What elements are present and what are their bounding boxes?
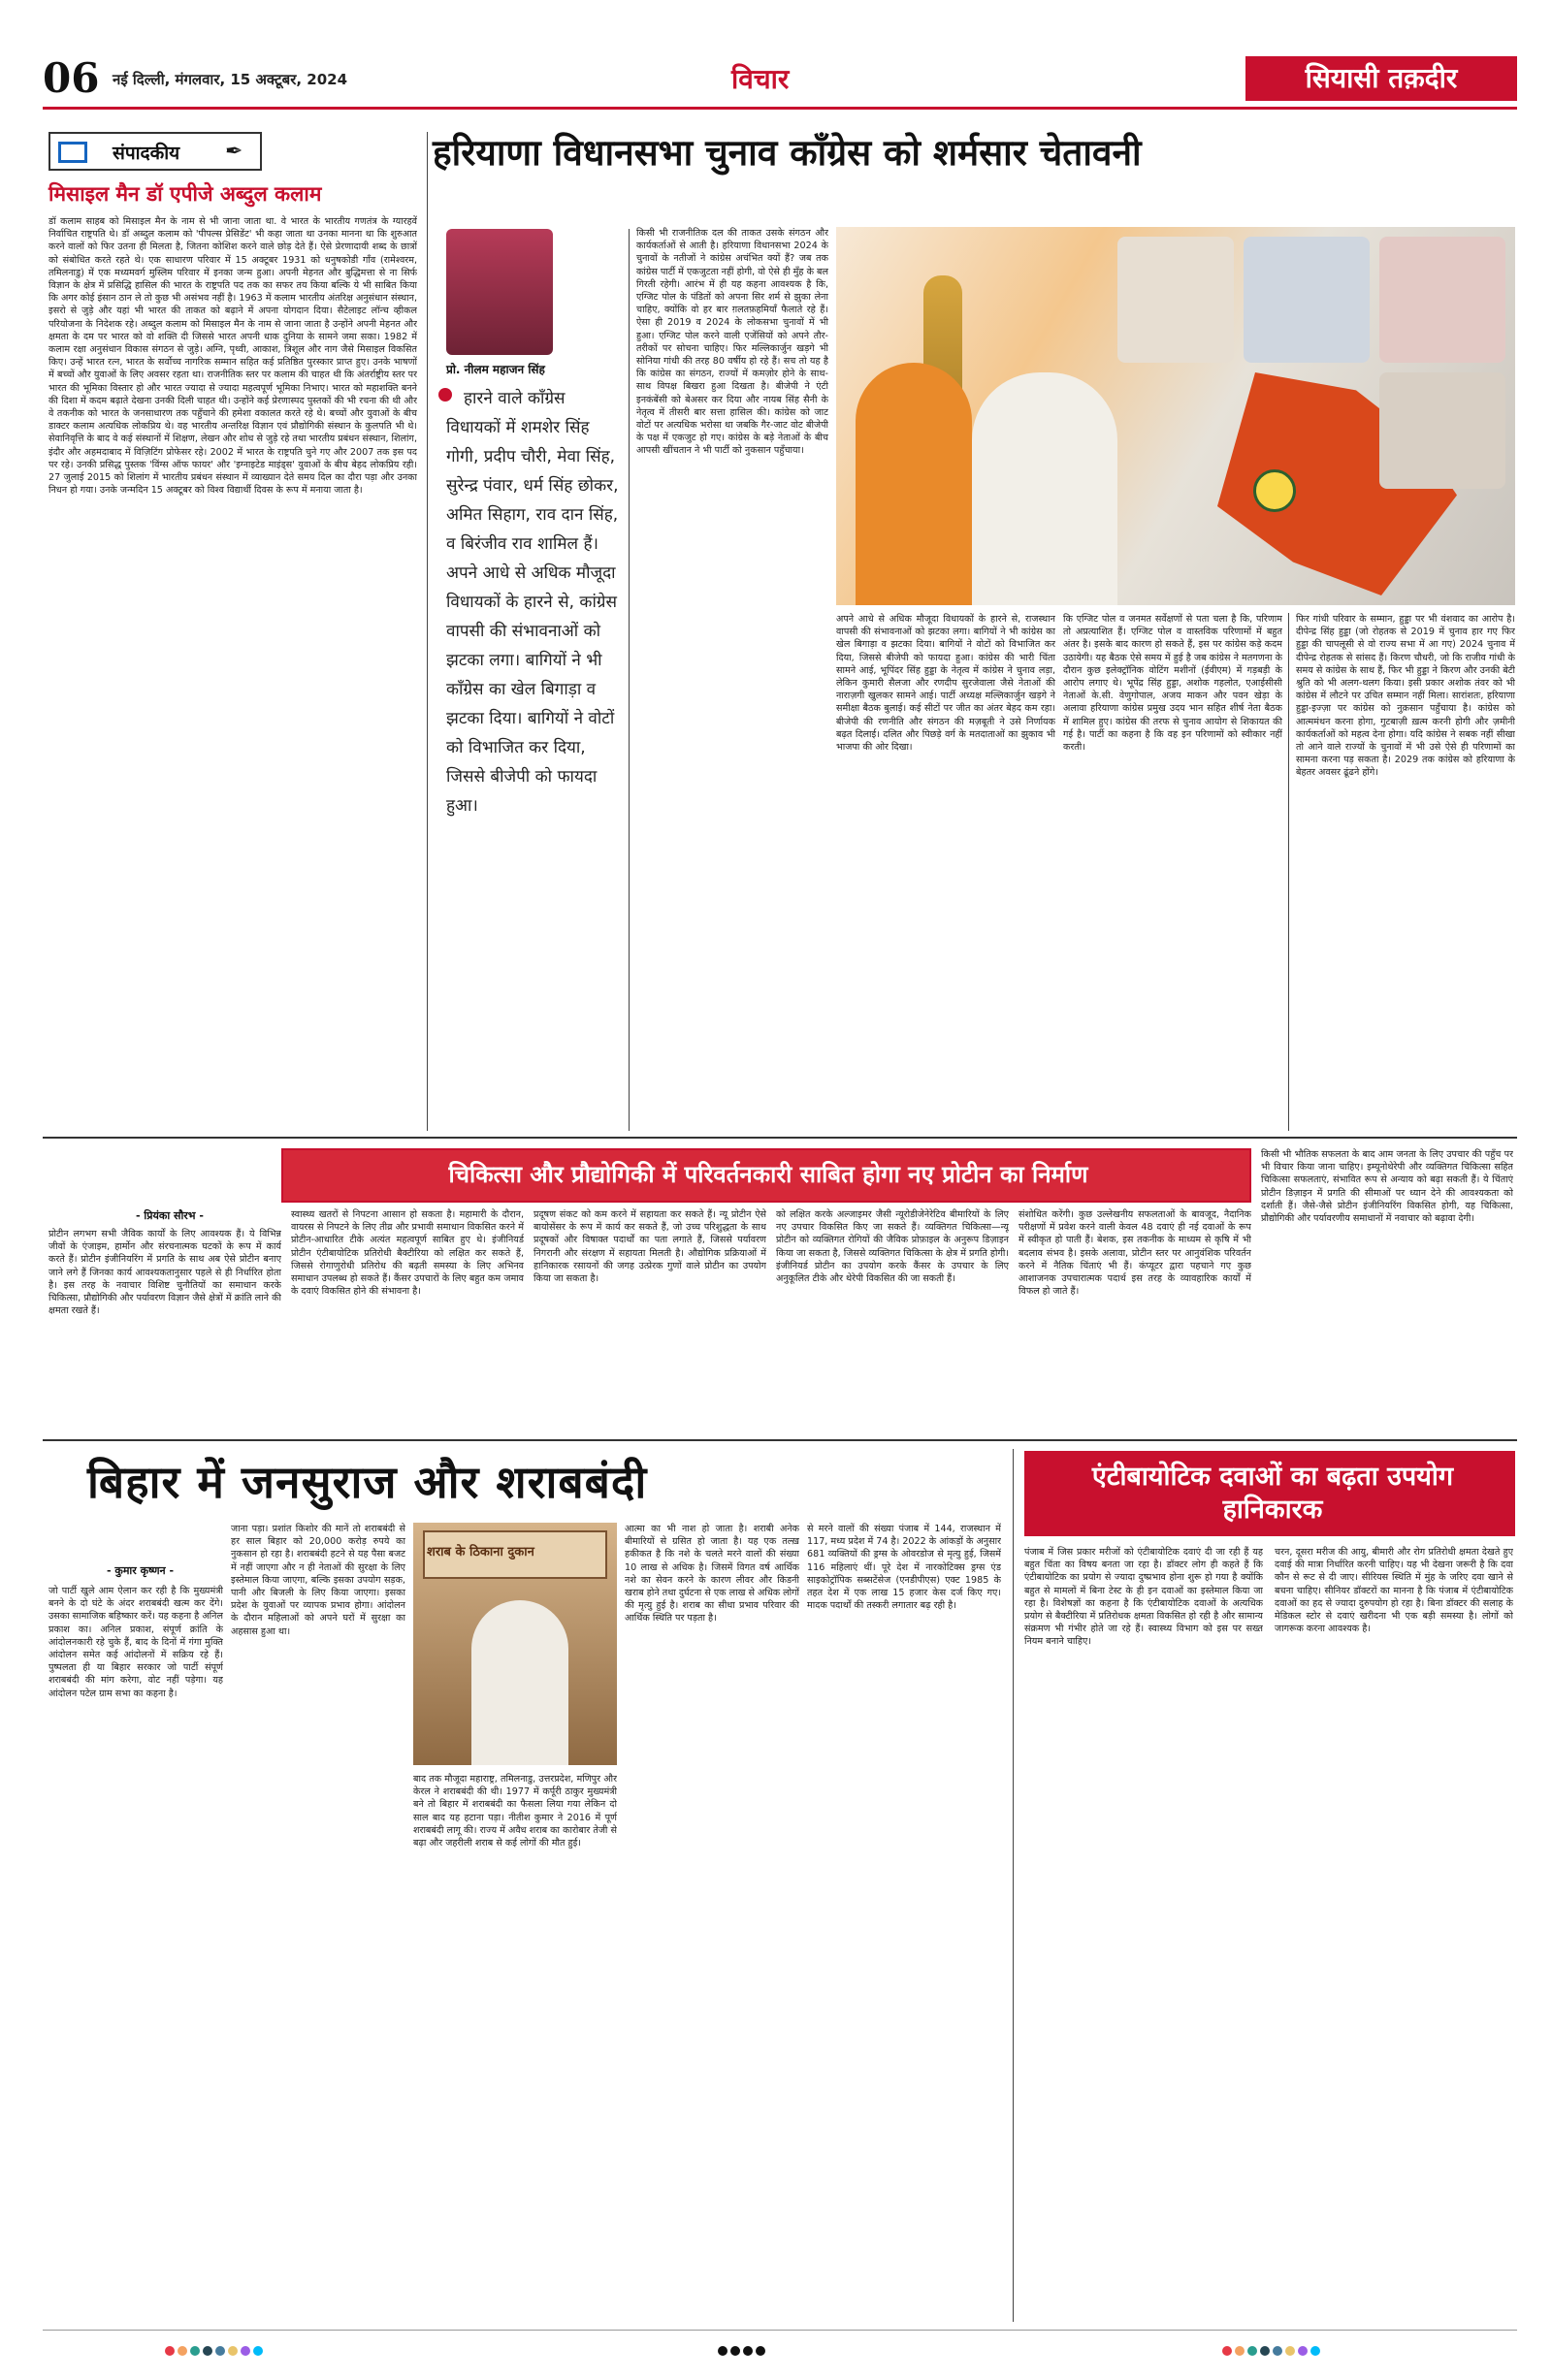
leader-figure-left (856, 363, 972, 605)
protein-headline: चिकित्सा और प्रौद्योगिकी में परिवर्तनकारी साबित होगा नए प्रोटीन का निर्माण (448, 1161, 1088, 1188)
col-divider (1288, 613, 1289, 1131)
antibiotic-col2: चरन, दूसरा मरीज की आयु, बीमारी और रोग प्रतिरोधी क्षमता देखते हुए दवाई की मात्रा निर्धारित करनी चाहिए। यह भी देखना जरूरी है कि दवा कौन से रूट से दी जाए। सीरियस स्थिति में मुंह के जरिए दवा खाने से बचना चाहिए। सीनियर डॉक्टरों का मानना है कि पंजाब में एंटीबायोटिक दवाओं का हद से ज्यादा दुरुपयोग हो रहा है। बिना डॉक्टर की सलाह के मेडिकल स्टोर से दवाएं खरीदना भी एक बड़ी समस्या है। लोगों को जागरूक करना आवश्यक है। (1275, 1547, 1513, 1635)
leader-figure-center (972, 372, 1117, 605)
editorial-tag (48, 132, 262, 171)
portrait-1 (1117, 237, 1234, 363)
editorial-body: डॉ कलाम साहब को मिसाइल मैन के नाम से भी जाना जाता था. वे भारत के भारतीय गणतंत्र के ग्यारहवें निर्वाचित राष्ट्रपति थे। डॉ अब्दुल कलाम को 'पीपल्स प्रेसिडेंट' भी कहा जाता था उनका मानना था कि शुरुआत करने वालों को फिर उतना ही मिलता है, जितना कोशिश करने वाले छोड़ देते हैं। ऐसे प्रेरणादायी शब्द के छात्रों को संबोधित करते रहते थे। एक साधारण परिवार में 15 अक्टूबर 1931 को धनुषकोडी गाँव (रामेश्वरम, तमिलनाडु) में एक मध्यमवर्ग मुस्लिम परिवार में इनका जन्म हुआ। अपनी मेहनत और बुद्धिमत्ता से ना सिर्फ विज्ञान के क्षेत्र में प्रसिद्धि हासिल की भारत के राष्ट्रपति पद तक का सफर तय किया बल्कि ये भी साबित किया कि अगर कोई इंसान ठान ले तो कुछ भी असंभव नहीं है। 1963 में कलाम भारतीय अंतरिक्ष अनुसंधान संस्थान, इसरो से जुड़े और यहां भी भारत की ताकत को बढ़ाने में अपना योगदान दिया। सैटेलाइट लॉन्च व्हीकल परियोजना के निदेशक रहे। अब्दुल कलाम को मिसाइल मैन के नाम से जाना जाता है उन्होंने अपनी मेहनत और क्षमता के दम पर भारत को वो शक्ति दी जिससे भारत अपनी धाक दुनिया के सामने जमा सका। 1982 में कलाम रक्षा अनुसंधान विकास संगठन से जुड़े। अग्नि, पृथ्वी, आकाश, त्रिशूल और नाग जैसे मिसाइल विकसित किए। उन्हें भारत रत्न, भारत के सर्वोच्च नागरिक सम्मान सहित कई प्रतिष्ठित पुरस्कार प्राप्त हुए। उनके भाषणों में बच्चों और युवाओं के लिए अवसर रहता था। राजनीतिक स्तर पर कलाम की चाहत थी कि अंतर्राष्ट्रीय स्तर पर भारत की भूमिका विस्तार हो और भारत ज्यादा से ज्यादा महत्वपूर्ण भूमिका निभाए। भारत को महाशक्ति बनने की दिशा में कदम बढ़ाते देखना उनकी दिली चाहत थी। उन्होंने कई प्रेरणास्पद पुस्तकों की भी रचना की थी और वे तकनीक को भारत के जनसाधारण तक पहुँचाने की हमेशा वकालत करते रहे थे। बच्चों और युवाओं के बीच डाक्टर कलाम अत्यधिक लोकप्रिय थे। वह भारतीय अन्तरिक्ष विज्ञान एवं प्रौद्योगिकी संस्थान के कुलपति भी थे। सेवानिवृत्ति के बाद वे कई संस्थानों में शिक्षण, लेखन और शोध से जुड़े रहे तथा भारतीय प्रबंधन संस्थान, शिलांग, इंदौर और अहमदाबाद में विज़िटिंग प्रोफेसर रहे। 2002 में भारत के राष्ट्रपति चुने गए और 2007 तक इस पद पर रहे। उनकी प्रसिद्ध पुस्तक 'विंग्स ऑफ फायर' और 'इग्नाइटेड माइंड्स' युवाओं के बीच बेहद लोकप्रिय रही। 27 जुलाई 2015 को शिलांग में भारतीय प्रबंधन संस्थान में व्याख्यान देते समय दिल का दौरा पड़ा और उनका निधन हो गया। उनके जन्मदिन 15 अक्टूबर को विश्व विद्यार्थी दिवस के रूप में मनाया जाता है। (48, 216, 417, 497)
footer-color-strip-center (718, 2341, 768, 2360)
bihar-col4: आत्मा का भी नाश हो जाता है। शराबी अनेक बीमारियों से ग्रसित हो जाता है। यह एक तल्ख़ हकीकत है कि नशे के चलते मरने वालों की संख्या 10 लाख से अधिक है। जिसमें विगत वर्ष आर्थिक नशे का सेवन करने के कारण लीवर और किडनी खराब होने तथा दुर्घटना से एक लाख से अधिक लोगों की मृत्यु हुई है। शराब का सीधा प्रभाव परिवार की आर्थिक स्थिति पर पड़ता है। (625, 1524, 799, 1624)
protein-col3: प्रदूषण संकट को कम करने में सहायता कर सकते हैं। न्यू प्रोटीन ऐसे बायोसेंसर के रूप में कार्य कर सकते हैं, जो उच्च परिशुद्धता के साथ प्रदूषकों और विषाक्त पदार्थों का पता लगाते हैं, जिससे पर्यावरण निगरानी और संरक्षण में सहायता मिलती है। औद्योगिक प्रक्रियाओं में हानिकारक रसायनों की जगह उत्प्रेरक गुणों वाले प्रोटीन का उपयोग किया जा सकता है। (534, 1209, 766, 1285)
haryana-col3: कि एग्जिट पोल व जनमत सर्वेक्षणों से पता चला है कि, परिणाम तो अप्रत्याशित हैं। एग्जिट पोल व वास्तविक परिणामों में बहुत अंतर है। इसके बाद कारण हो सकते हैं, इस पर कांग्रेस कड़े कदम उठायेगी। यह बैठक ऐसे समय में हुई है जब कांग्रेस ने मतगणना के दौरान कुछ इलेक्ट्रॉनिक वोटिंग मशीनों (ईवीएम) में गड़बड़ी के आरोप लगाए थे। भूपेंद्र सिंह हुड्डा, अशोक गहलोत, एआईसीसी नेताओं के.सी. वेणुगोपाल, अजय माकन और पवन खेड़ा के अलावा हरियाणा कांग्रेस प्रमुख उदय भान सहित शीर्ष नेता बैठक में शामिल हुए। कांग्रेस की तरफ से चुनाव आयोग से शिकायत की गई है। पार्टी का कहना है कि वह इन परिणामों को स्वीकार नहीं करती। (1063, 614, 1282, 754)
pen-icon: ✒ (225, 140, 243, 164)
bihar-col5: से मरने वालों की संख्या पंजाब में 144, राजस्थान में 117, मध्य प्रदेश में 74 है। 2022 के आंकड़ों के अनुसार 681 व्यक्तियों की ड्रग्स के ओवरडोज से मृत्यु हुई, जिसमें 116 महिलाएं थीं। पूरे देश में नारकोटिक्स ड्रग्स एंड साइकोट्रॉपिक सब्सटेंसेज (एनडीपीएस) एक्ट 1985 के तहत देश में एक लाख 15 हजार केस दर्ज किए गए। मादक पदार्थों की तस्करी लगातार बढ़ रही है। (807, 1524, 1001, 1612)
protein-byline: - प्रियंका सौरभ - (136, 1209, 204, 1222)
haryana-pullquote: हारने वाले कॉंग्रेस विधायकों में शमशेर सिंह गोगी, प्रदीप चौरी, मेवा सिंह, सुरेन्द्र पंवार, धर्म सिंह छोकर, अमित सिहाग, राव दान सिंह, व बिरंजीव राव शामिल हैं। अपने आधे से अधिक मौजूदा विधायकों के हारने से, कांग्रेस वापसी की संभावनाओं को झटका लगा। बागियों ने भी कॉंग्रेस का खेल बिगाड़ा व झटका दिया। बागियों ने वोटों को विभाजित कर दिया, जिससे बीजेपी को फायदा हुआ। (446, 389, 619, 816)
haryana-photo (836, 227, 1515, 605)
section-rule (43, 1439, 1517, 1441)
footer-rule (43, 2330, 1517, 2331)
masthead-rule (43, 107, 1517, 110)
col-divider (427, 132, 428, 1131)
author-photo (446, 229, 553, 355)
footer-color-strip-right (1222, 2341, 1323, 2360)
page-number: 06 (43, 54, 100, 102)
col-divider (629, 229, 630, 1131)
antibiotic-headline-box (1024, 1451, 1515, 1536)
footer-color-strip-left (165, 2341, 266, 2360)
portrait-3 (1379, 237, 1505, 363)
portrait-4 (1379, 372, 1505, 489)
section-name: विचार (731, 63, 790, 95)
bihar-col3: बाद तक मौजूदा महाराष्ट्र, तमिलनाडु, उत्तरप्रदेश, मणिपुर और केरल ने शराबबंदी की थी। 1977 में कर्पूरी ठाकुर मुख्यमंत्री बने तो बिहार में शराबबंदी का फैसला लिया गया लेकिन दो साल बाद यह हटाना पड़ा। नीतीश कुमार ने 2016 में पूर्ण शराबबंदी लागू की। राज्य में अवैध शराब का कारोबार तेजी से बढ़ा और जहरीली शराब से कई लोगों की मौत हुई। (413, 1774, 617, 1849)
haryana-byline: प्रो. नीलम महाजन सिंह (446, 363, 545, 376)
protein-col6: किसी भी भौतिक सफलता के बाद आम जनता के लिए उपचार की पहुँच पर भी विचार किया जाना चाहिए। इम्यूनोथेरेपी और व्यक्तिगत चिकित्सा सहित चिकित्सा सफलताएं, संभावित रूप से अन्याय को बढ़ा सकती हैं। ये चिंताएं प्रोटीन डिज़ाइन में प्रगति की सीमाओं पर ध्यान देने की आवश्यकता को दर्शाती हैं। जैसे-जैसे प्रोटीन इंजीनियरिंग विकसित होगी, यह चिकित्सा, प्रौद्योगिकी और पर्यावरणीय समाधानों में नवाचार को बढ़ावा देगी। (1261, 1149, 1513, 1225)
antibiotic-col1: पंजाब में जिस प्रकार मरीजों को एंटीबायोटिक दवाएं दी जा रही हैं यह बहुत चिंता का विषय बनता जा रहा है। डॉक्टर लोग ही कहते हैं कि एंटीबायोटिक का प्रयोग से ज्यादा दुष्प्रभाव होना शुरू हो गया है क्योंकि बहुत से मामलों में बिना टेस्ट के ही इन दवाओं का इस्तेमाल किया जा रहा है। विशेषज्ञों का कहना है कि एंटीबायोटिक दवाओं के अत्यधिक प्रयोग से बैक्टीरिया में प्रतिरोधक क्षमता विकसित हो रही है और सामान्य संक्रमण भी गंभीर होते जा रहे हैं। स्वास्थ्य विभाग को इस पर सख्त नियम बनाने चाहिए। (1024, 1547, 1263, 1648)
masthead (43, 54, 1517, 105)
protein-col5: संशोधित करेंगी। कुछ उल्लेखनीय सफलताओं के बावजूद, नैदानिक परीक्षणों में प्रवेश करने वाली केवल 48 दवाएं ही नई दवाओं के रूप में स्वीकृत हो पाती हैं। बेशक, इस तकनीक के माध्यम से कृषि में भी बदलाव संभव है। इसके अलावा, प्रोटीन स्तर पर आनुवंशिक परिवर्तन करने में नैतिक चिंताएं भी हैं। कंप्यूटर द्वारा पहचाने गए कुछ आशाजनक उपचारात्मक पदार्थ इस तरह के व्यावहारिक कार्यों में विफल हो जाते हैं। (1018, 1209, 1251, 1298)
bihar-headline: बिहार में जनसुराज और शराबबंदी (87, 1456, 648, 1508)
haryana-col4: फिर गांधी परिवार के सम्मान, हुड्डा पर भी वंशवाद का आरोप है। दीपेन्द्र सिंह हुड्डा (जो रोहतक से 2019 में चुनाव हार गए फिर हुड्डा की चापलूसी से वो राज्य सभा में आ गए) 2024 चुनाव में दीपेन्द्र रोहतक से सांसद हैं। किरण चौधरी, जो कि राजीव गांधी के समय से कांग्रेस के साथ हैं, फिर भी हुड्डा ने किरण और उनकी बेटी श्रुति को भी अलग-थलग किया। इसी प्रकार अशोक तंवर को भी कांग्रेस में लौटने पर उचित सम्मान नहीं मिला। सारांशतः, हरियाणा हुड्डा-इज्ज़ा पर कांग्रेस को नुक़सान पहुँचाया है। कांग्रेस को आत्ममंथन करना होगा, गुटबाज़ी ख़त्म करनी होगी और ज़मीनी कार्यकर्ताओं को महत्व देना होगा। यदि कांग्रेस ने सबक नहीं सीखा तो आने वाले राज्यों के चुनावों में भी उसे ऐसे ही परिणामों का सामना करना पड़ सकता है। 2029 तक कांग्रेस को हरियाणा के बेहतर अवसर ढूंढने होंगे। (1296, 614, 1515, 779)
haryana-col1: किसी भी राजनीतिक दल की ताकत उसके संगठन और कार्यकर्ताओं से आती है। हरियाणा विधानसभा 2024 के चुनावों के नतीजों ने कांग्रेस अचंभित क्यों हैं? जब तक कांग्रेस पार्टी में एकजुटता नहीं होगी, वो ऐसे ही मुँह के बल गिरती रहेगी। आरंभ में ही यह कहना आवश्यक है कि, एग्जिट पोल के पंडितों को अपना सिर शर्म से झुका लेना चाहिए, क्योंकि वो हर बार ग़लतफ़हमियाँ फैलाते रहे हैं। ऐसा ही 2019 व 2024 के लोकसभा चुनावों में भी हुआ। एग्जिट पोल करने वाली एजेंसियों को अपने तौर-तरीकों पर सोचना चाहिए। फिर मल्लिकार्जुन खड़गे भी सोनिया गांधी की तरह 80 वर्षीय हो रहे हैं। सच तो यह है कि कांग्रेस का संगठन, राज्यों में कमज़ोर होने के साथ-साथ विपक्ष बिखरा हुआ दिखता है। बीजेपी ने एंटी इनकंबेंसी को बेअसर कर दिया और नायब सिंह सैनी के नेतृत्व में तीसरी बार सत्ता हासिल की। कांग्रेस को जाट वोटों पर अत्यधिक भरोसा था जबकि गैर-जाट वोट बीजेपी के पक्ष में एकजुट हो गए। कांग्रेस के बड़े नेताओं के बीच आपसी खींचतान ने भी पार्टी को नुकसान पहुँचाया। (636, 228, 828, 457)
haryana-headline: हरियाणा विधानसभा चुनाव कॉंग्रेस को शर्मसार चेतावनी (433, 132, 1142, 174)
haryana-col2: अपने आधे से अधिक मौजूदा विधायकों के हारने से, राजस्थान वापसी की संभावनाओं को झटका लगा। बागियों ने भी कांग्रेस का खेल बिगाड़ा व झटका दिया। बागियों ने वोटों को विभाजित कर दिया, जिससे बीजेपी को फायदा हुआ। कांग्रेस की भारी चिंता सामने आई, भूपिंदर सिंह हुड्डा के नेतृत्व में कांग्रेस ने चुनाव लड़ा, लेकिन कुमारी सैलजा और रणदीप सुरजेवाला जैसे नेताओं की नाराज़गी खुलकर सामने आई। पार्टी अध्यक्ष मल्लिकार्जुन खड़गे ने समीक्षा बैठक बुलाई। कई सीटों पर जीत का अंतर बेहद कम रहा। बीजेपी की रणनीति और संगठन की मज़बूती ने उसे निर्णायक बढ़त दिलाई। दलित और पिछड़े वर्ग के मतदाताओं का झुकाव भी भाजपा की ओर दिखा। (836, 614, 1055, 754)
section-rule (43, 1137, 1517, 1139)
protein-headline-box (281, 1148, 1251, 1203)
bihar-photo (413, 1523, 617, 1765)
bihar-col2: जाना पड़ा। प्रशांत किशोर की मानें तो शराबबंदी से हर साल बिहार को 20,000 करोड़ रुपये का नुकसान हो रहा है। शराबबंदी हटने से यह पैसा बजट में नहीं जाएगा और न ही नेताओं की सुरक्षा के लिए इस्तेमाल किया जाएगा, बल्कि इसका उपयोग सड़क, पानी और बिजली के लिए किया जाएगा। इसका प्रदेश के युवाओं पर व्यापक प्रभाव होगा। आंदोलन के दौरान महिलाओं को अपने घरों में सुरक्षा का अहसास हुआ था। (231, 1524, 405, 1637)
portrait-2 (1244, 237, 1370, 363)
edit-icon (58, 142, 87, 163)
bihar-byline: - कुमार कृष्णन - (107, 1564, 175, 1577)
bihar-photo-caption: शराब के ठिकाना दुकान (427, 1545, 534, 1560)
col-divider (1013, 1449, 1014, 2322)
dateline: नई दिल्ली, मंगलवार, 15 अक्टूबर, 2024 (113, 71, 348, 88)
lotus-icon (1253, 469, 1296, 512)
brand-title: सियासी तक़दीर (1245, 56, 1517, 101)
protein-col2: स्वास्थ्य खतरों से निपटना आसान हो सकता है। महामारी के दौरान, वायरस से निपटने के लिए तीव्र और प्रभावी समाधान विकसित करने में प्रोटीन-आधारित टीके अत्यंत महत्वपूर्ण साबित हुए थे। इंजीनियर्ड प्रोटीन एंटीबायोटिक प्रतिरोधी बैक्टीरिया को लक्षित कर सकते हैं, जिससे रोगाणुरोधी प्रतिरोध की बढ़ती समस्या के लिए अभिनव समाधान उपलब्ध हो सकते हैं। कैंसर उपचारों के लिए बहुत कम जमाव के दवाएं विकसित होने की संभावना है। (291, 1209, 524, 1298)
editorial-tag-label: संपादकीय (113, 143, 180, 164)
protein-col4: को लक्षित करके अल्जाइमर जैसी न्यूरोडीजेनेरेटिव बीमारियों के लिए नए उपचार विकसित किए जा सकते हैं। व्यक्तिगत चिकित्सा—न्यू प्रोटीन को व्यक्तिगत रोगियों की जैविक प्रोफ़ाइल के अनुरूप डिज़ाइन किया जा सकता है, जिससे व्यक्तिगत चिकित्सा के क्षेत्र में प्रगति होगी। इंजीनियर्ड प्रोटीन का उपयोग करके कैंसर के उपचार के लिए अनुकूलित टीके और थेरेपी विकसित की जा सकती हैं। (776, 1209, 1009, 1285)
editorial-title: मिसाइल मैन डॉ एपीजे अब्दुल कलाम (48, 182, 322, 206)
person-figure (471, 1600, 568, 1765)
bihar-col1: जो पार्टी खुले आम ऐलान कर रही है कि मुख्यमंत्री बनने के दो घंटे के अंदर शराबबंदी खत्म कर देंगे। उसका सामाजिक बहिष्कार करें। यह कहना है अनिल प्रकाश का। अनिल प्रकाश, संपूर्ण क्रांति के आंदोलनकारी रहे चुके हैं, बाद के दिनों में गंगा मुक्ति आंदोलन समेत कई आंदोलनों में सक्रिय रहे हैं। पुष्पलता ही या बिहार सरकार जो पार्टी संपूर्ण शराबबंदी की मांग करेगा, वोट नहीं पड़ेगा। यह आंदोलन पटेल ग्राम सभा का कहना है। (48, 1586, 223, 1699)
antibiotic-headline: एंटीबायोटिक दवाओं का बढ़ता उपयोग हानिकारक (1091, 1462, 1454, 1525)
protein-col1: प्रोटीन लगभग सभी जैविक कार्यों के लिए आवश्यक हैं। ये विभिन्न जीवों के एंजाइम, हार्मोन और संरचनात्मक घटकों के रूप में कार्य करते हैं। प्रोटीन इंजीनियरिंग में प्रगति के साथ अब ऐसे प्रोटीन बनाए जाने लगे हैं जिनका कार्य आवश्यकतानुसार पहले से ही निर्धारित होता है। इस तरह के नवाचार विशिष्ट चुनौतियों का समाधान करके चिकित्सा, प्रौद्योगिकी और पर्यावरण विज्ञान जैसे क्षेत्रों में क्रांति लाने की क्षमता रखते हैं। (48, 1229, 281, 1317)
